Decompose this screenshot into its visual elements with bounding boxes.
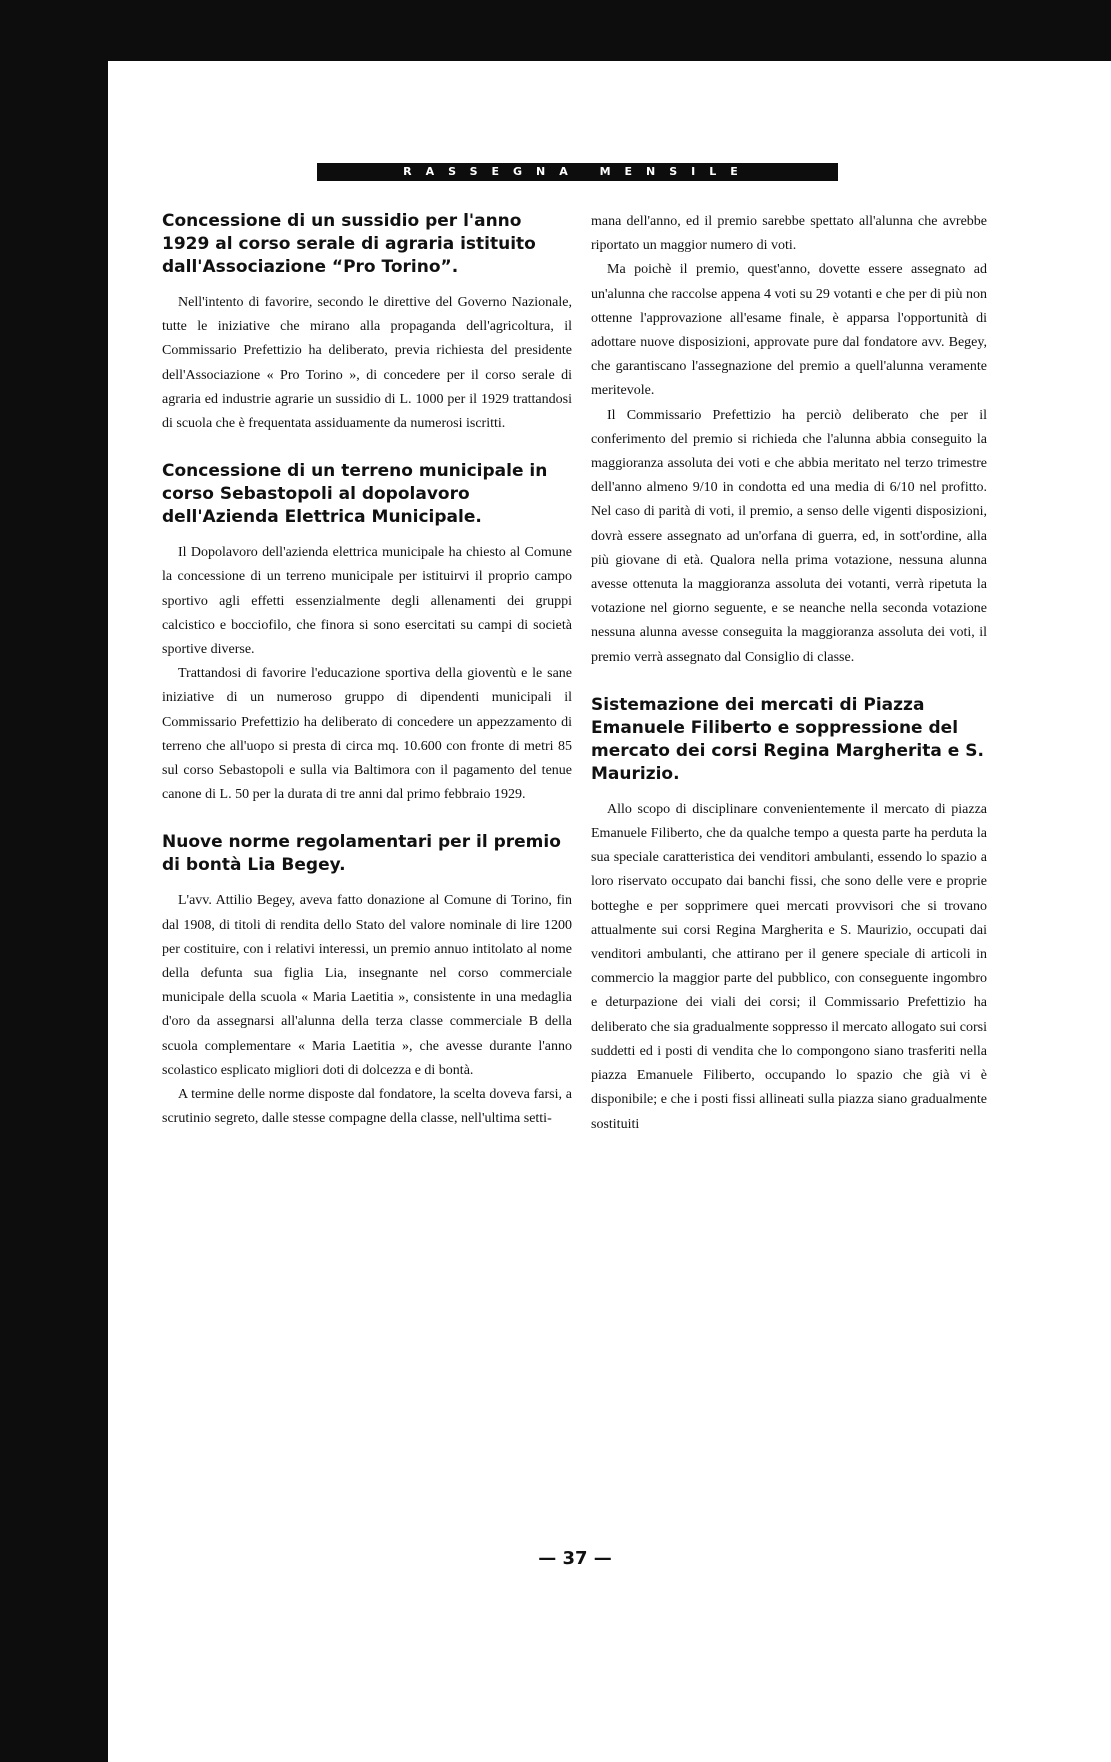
article-title-mercati: Sistemazione dei mercati di Piazza Emanuele Filiberto e soppressione del mercato dei corsi Regina Margherita e S. Maurizio. bbox=[591, 694, 984, 784]
article-paragraph: Allo scopo di disciplinare convenientemente il mercato di piazza Emanuele Filiberto, che da qualche tempo a questa parte ha perduta la sua speciale caratteristica dei venditori ambulanti, essendo lo spazio a loro riservato occupato dai banchi fissi, che sono delle vere e proprie botteghe e per sopprimere quei mercati provvisori che si trovano attualmente sui corsi Regina Margherita e S. Maurizio, occupati dai venditori ambulanti, che attirano per il genere speciale di articoli in commercio la maggior parte del pubblico, con conseguente ingombro e deturpazione dei viali dei corsi; il Commissario Prefettizio ha deliberato che sia gradualmente soppresso il mercato allogato sui corsi suddetti ed i posti di vendita che lo compongono siano trasferiti nella piazza Emanuele Filiberto, occupando lo spazio che già vi è disponibile; e che i posti fissi allineati sulla piazza siano gradualmente sostituiti bbox=[591, 801, 987, 1132]
article-paragraph: Trattandosi di favorire l'educazione sportiva della gioventù e le sane iniziative di un numeroso gruppo di dipendenti municipali il Commissario Prefettizio ha deliberato di concedere un appezzamento di terreno che all'uopo si presta di circa mq. 10.600 con fronte di metri 85 sul corso Sebastopoli e sulla via Baltimora con il pagamento del tenue canone di L. 50 per la durata di tre anni dal primo febbraio 1929. bbox=[162, 666, 572, 803]
article-title-premio: Nuove norme regolamentari per il premio di bontà Lia Begey. bbox=[162, 832, 561, 876]
scan-dark-margin-left bbox=[0, 0, 108, 1762]
page-top-edge bbox=[108, 58, 1111, 91]
article-paragraph-continued: mana dell'anno, ed il premio sarebbe spettato all'alunna che avrebbe riportato un maggior numero di voti. bbox=[591, 214, 987, 254]
article-title-terreno: Concessione di un terreno municipale in corso Sebastopoli al dopolavoro dell'Azienda Elettrica Municipale. bbox=[162, 461, 548, 528]
article-paragraph: Nell'intento di favorire, secondo le direttive del Governo Nazionale, tutte le iniziative che mirano alla propaganda dell'agricoltura, il Commissario Prefettizio ha deliberato, previa richiesta del presidente dell'Associazione « Pro Torino », di concedere per il corso serale di agraria ed industrie agrarie un sussidio di L. 1000 per il 1929 trattandosi di scuola che è frequentata assiduamente da numerosi iscritti. bbox=[162, 295, 572, 432]
article-paragraph: Ma poichè il premio, quest'anno, dovette essere assegnato ad un'alunna che raccolse appena 4 voti su 29 votanti e che per di più non ottenne l'approvazione all'esame finale, è apparsa l'opportunità di adottare nuove disposizioni, approvate pure dal fondatore avv. Begey, che garantiscano l'assegnazione del premio a quell'alunna veramente meritevole. bbox=[591, 262, 987, 399]
article-paragraph: A termine delle norme disposte dal fondatore, la scelta doveva farsi, a scrutinio segreto, dalle stesse compagne della classe, nell'ultima setti- bbox=[162, 1087, 572, 1127]
article-paragraph: Il Commissario Prefettizio ha perciò deliberato che per il conferimento del premio si richieda che l'alunna abbia conseguito la maggioranza assoluta dei voti e che abbia meritato nel terzo trimestre dell'anno almeno 9/10 in condotta ed una media di 6/10 nel profitto. Nel caso di parità di voti, il premio, a senso delle vigenti disposizioni, dovrà essere assegnato ad un'orfana di guerra, ed, in sott'ordine, alla più giovane di età. Qualora nella prima votazione, nessuna alunna avesse ottenuta la maggioranza assoluta dei votanti, verrà ripetuta la votazione nel giorno seguente, e se neanche nella seconda votazione nessuna alunna avesse conseguita la maggioranza assoluta dei voti, il premio verrà assegnato dal Consiglio di classe. bbox=[591, 407, 987, 665]
masthead-band: RASSEGNA MENSILE bbox=[317, 163, 838, 181]
scan-dark-margin-top bbox=[0, 0, 1111, 58]
article-paragraph: L'avv. Attilio Begey, aveva fatto donazione al Comune di Torino, fin dal 1908, di titoli di rendita dello Stato del valore nominale di lire 1200 per costituire, con i relativi interessi, un premio annuo intitolato al nome della defunta sua figlia Lia, insegnante nel corso commerciale municipale della scuola « Maria Laetitia », consistente in una medaglia d'oro da assegnarsi all'alunna della terza classe commerciale B della scuola complementare « Maria Laetitia », che avesse durante l'anno scolastico esplicato migliori doti di dolcezza e di bontà. bbox=[162, 893, 572, 1078]
page-number: — 37 — bbox=[538, 1548, 612, 1569]
scan-edge-notch bbox=[0, 86, 22, 94]
right-column bbox=[591, 210, 987, 1137]
left-column bbox=[162, 210, 572, 1131]
article-paragraph: Il Dopolavoro dell'azienda elettrica municipale ha chiesto al Comune la concessione di un terreno municipale per istituirvi il proprio campo sportivo agli effetti essenzialmente degli allenamenti dei gruppi calcistico e bocciofilo, che finora si sono esercitati su campi di società sportive diverse. bbox=[162, 545, 572, 658]
article-title-sussidio: Concessione di un sussidio per l'anno 1929 al corso serale di agraria istituito dall'Associazione “Pro Torino”. bbox=[162, 211, 536, 277]
